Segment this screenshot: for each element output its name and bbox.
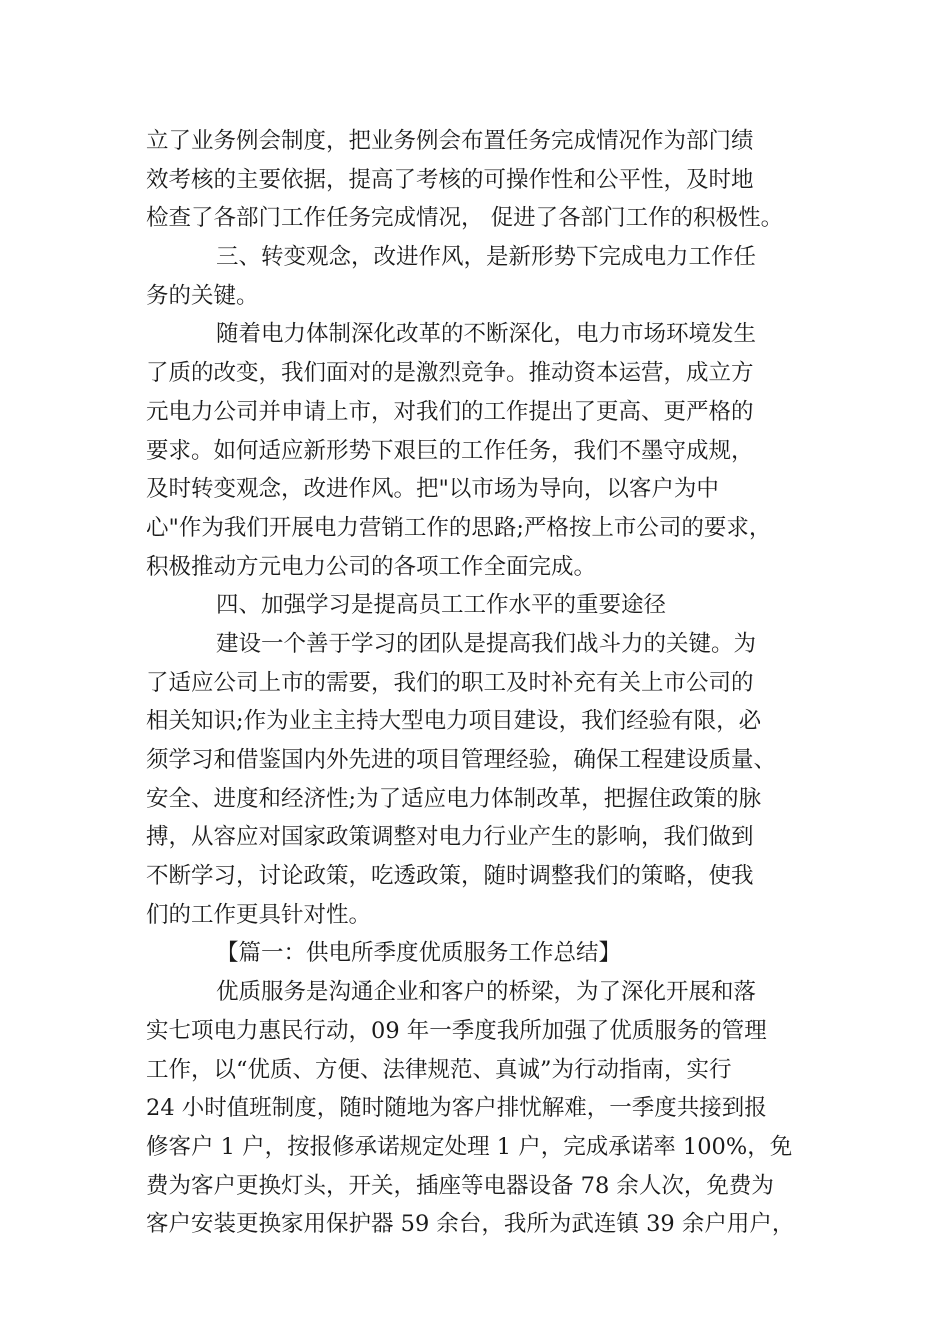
text-line: 安全、进度和经济性;为了适应电力体制改革，把握住政策的脉 bbox=[146, 785, 762, 812]
text-line: 效考核的主要依据，提高了考核的可操作性和公平性，及时地 bbox=[146, 166, 754, 193]
text-line: 建设一个善于学习的团队是提高我们战斗力的关键。为 bbox=[216, 630, 757, 657]
text-line: 要求。如何适应新形势下艰巨的工作任务，我们不墨守成规， bbox=[146, 437, 754, 464]
text-line: 积极推动方元电力公司的各项工作全面完成。 bbox=[146, 553, 597, 580]
text-line: 检查了各部门工作任务完成情况， 促进了各部门工作的积极性。 bbox=[146, 205, 784, 232]
text-line: 相关知识;作为业主主持大型电力项目建设，我们经验有限，必 bbox=[146, 708, 762, 735]
text-line: 立了业务例会制度，把业务例会布置任务完成情况作为部门绩 bbox=[146, 128, 754, 154]
text-line: 修客户 1 户，按报修承诺规定处理 1 户，完成承诺率 100%，免 bbox=[146, 1133, 793, 1160]
text-line: 随着电力体制深化改革的不断深化，电力市场环境发生 bbox=[216, 321, 757, 348]
text-line: 工作，以“优质、方便、法律规范、真诚”为行动指南，实行 bbox=[146, 1056, 732, 1083]
text-line: 搏，从容应对国家政策调整对电力行业产生的影响，我们做到 bbox=[146, 824, 754, 851]
text-line: 了质的改变，我们面对的是激烈竞争。推动资本运营，成立方 bbox=[146, 360, 754, 387]
text-line: 们的工作更具针对性。 bbox=[146, 901, 372, 928]
text-line: 务的关键。 bbox=[146, 282, 259, 309]
text-line: 了适应公司上市的需要，我们的职工及时补充有关上市公司的 bbox=[146, 669, 754, 696]
text-line: 24 小时值班制度，随时随地为客户排忧解难，一季度共接到报 bbox=[146, 1095, 767, 1122]
text-line: 费为客户更换灯头，开关，插座等电器设备 78 余人次，免费为 bbox=[146, 1172, 774, 1199]
text-line: 元电力公司并申请上市，对我们的工作提出了更高、更严格的 bbox=[146, 398, 754, 425]
text-line: 不断学习，讨论政策，吃透政策，随时调整我们的策略，使我 bbox=[146, 863, 754, 890]
text-line: 优质服务是沟通企业和客户的桥梁，为了深化开展和落 bbox=[216, 979, 757, 1006]
text-line: 及时转变观念，改进作风。把"以市场为导向，以客户为中 bbox=[146, 476, 719, 503]
text-line: 客户安装更换家用保护器 59 余台，我所为武连镇 39 余户用户， bbox=[146, 1211, 795, 1238]
document-body bbox=[146, 122, 816, 1244]
text-line: 【篇一：供电所季度优质服务工作总结】 bbox=[216, 940, 622, 967]
text-line: 三、转变观念，改进作风，是新形势下完成电力工作任 bbox=[216, 244, 757, 271]
text-line: 实七项电力惠民行动，09 年一季度我所加强了优质服务的管理 bbox=[146, 1017, 767, 1044]
text-line: 四、加强学习是提高员工工作水平的重要途径 bbox=[216, 592, 667, 619]
text-line: 心"作为我们开展电力营销工作的思路;严格按上市公司的要求， bbox=[146, 514, 772, 541]
text-line: 须学习和借鉴国内外先进的项目管理经验，确保工程建设质量、 bbox=[146, 747, 777, 773]
